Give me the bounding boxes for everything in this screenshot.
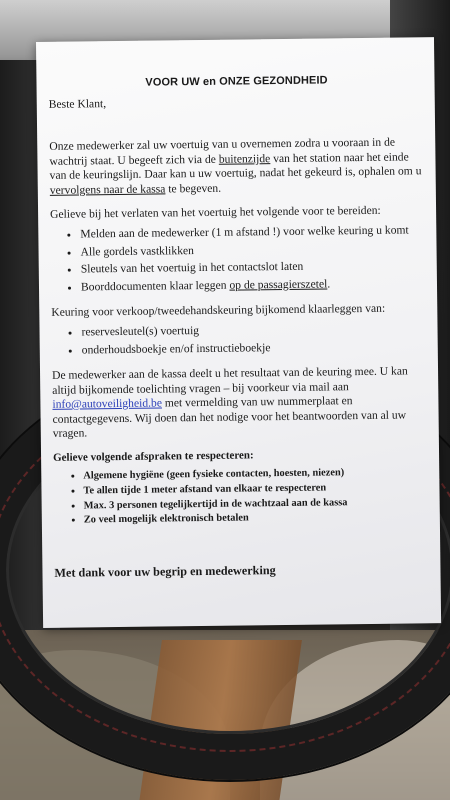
list-item: • Boorddocumenten klaar leggen op de passagierszetel. [81,276,427,295]
rules-list [53,467,430,528]
sale-list [51,322,427,358]
notice-title: VOOR UW en ONZE GEZONDHEID [145,74,328,89]
list-item: • reservesleutel(s) voertuig [81,322,427,341]
list-item: • Max. 3 personen tegelijkertijd in de wachtzaal aan de kassa [84,496,430,513]
list-item: • Sleutels van het voertuig in het contactslot laten [81,258,427,277]
list-item: • Te allen tijde 1 meter afstand van elkaar te respecteren [83,481,429,498]
closing-line: Met dank voor uw begrip en medewerking [54,562,276,580]
list-item: • Melden aan de medewerker (1 m afstand !) voor welke keuring u komt [80,224,426,243]
sale-heading: Keuring voor verkoop/tweedehandskeuring bijkomend klaarleggen van: [51,301,386,319]
rules-heading: Gelieve volgende afspraken te respecteren: [53,449,254,465]
list-item: • Alle gordels vastklikken [80,241,426,260]
intro-paragraph: Onze medewerker zal uw voertuig van u overnemen zodra u vooraan in de wachtrij staat. U begeeft zich via de buitenzijde van het station naar het einde van de keuringslijn. Daar kan u uw voertuig, nadat het gekeurd is, ophalen om u vervolgens naar de kassa te begeven. [49,136,422,197]
list-item: • Algemene hygiëne (geen fysieke contacten, hoesten, niezen) [83,467,429,484]
email-link[interactable]: info@autoveiligheid.be [52,396,163,411]
list-item: • Zo veel mogelijk elektronisch betalen [84,510,430,527]
cashier-paragraph: De medewerker aan de kassa deelt u het resultaat van de keuring mee. U kan altijd bijkomende toelichting vragen – bij voorkeur via mail aan info@autoveiligheid.be met vermelding van uw nummerplaat en contactgegevens. Wij doen dan het nodige voor het beantwoorden van al uw vragen. [51,364,408,440]
list-item: • onderhoudsboekje en/of instructieboekje [82,339,428,358]
prepare-heading: Gelieve bij het verlaten van het voertuig het volgende voor te bereiden: [50,203,381,221]
prepare-list [50,224,427,295]
notice-sheet [36,37,441,628]
greeting: Beste Klant, [48,97,107,111]
